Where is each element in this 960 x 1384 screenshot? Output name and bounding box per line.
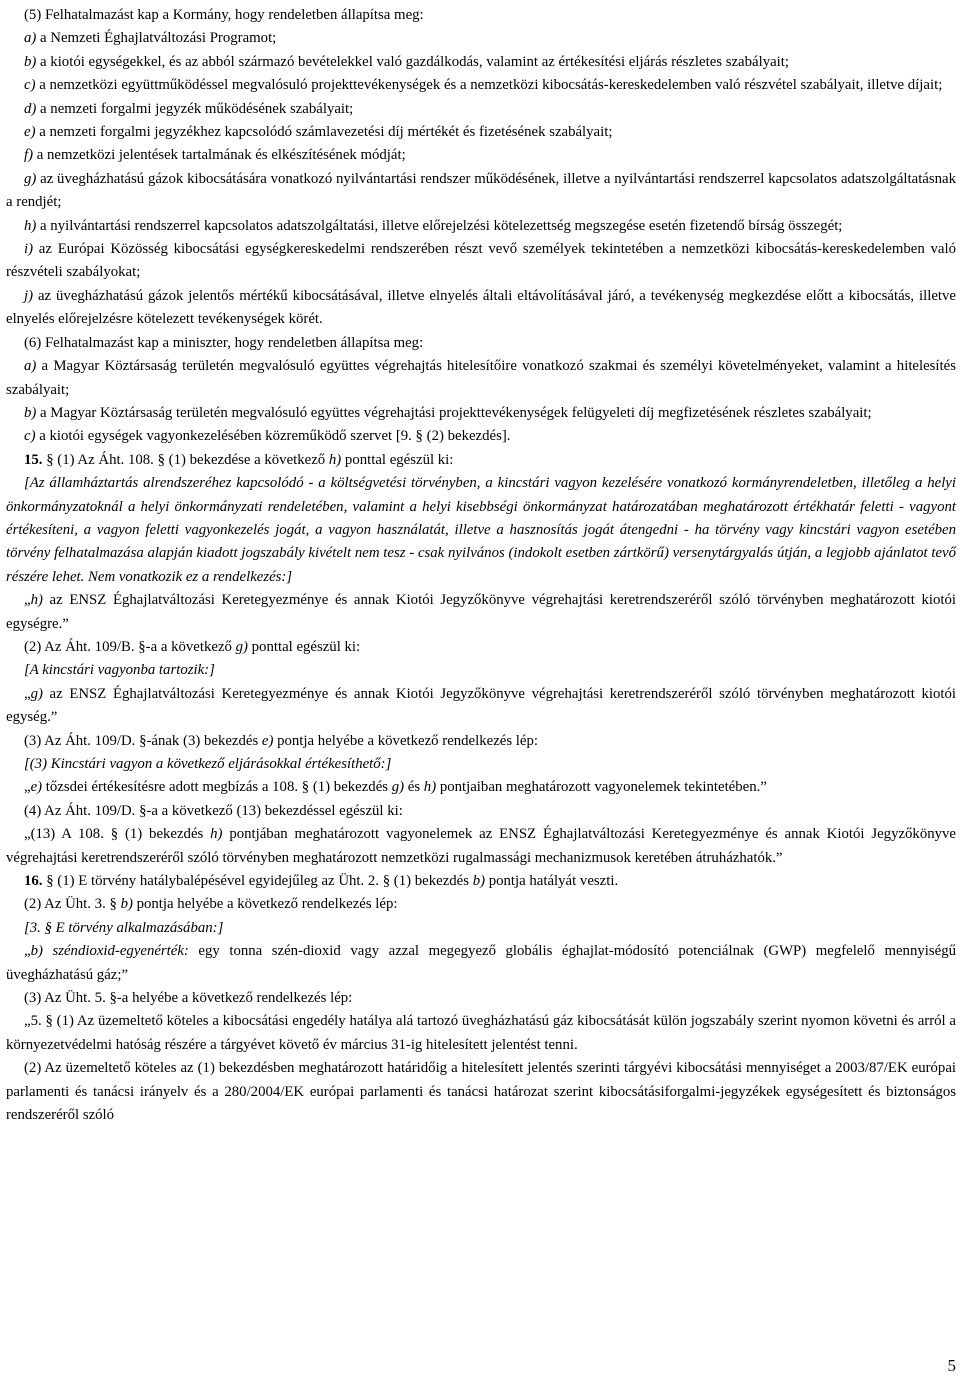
paragraph (6, 730, 956, 753)
paragraph (6, 355, 956, 402)
paragraph (6, 917, 956, 940)
text-run: az üvegházhatású gázok jelentős mértékű kibocsátásával, illetve elnyelés általi eltávolításával járó, a tevékenység megkezdése előtt a kibocsátás, illetve elnyelés előrejelzésre kötelezett tevékenységek körét. (6, 287, 956, 328)
text-run: ponttal egészül ki: (247, 638, 361, 655)
text-run: a Nemzeti Éghajlatváltozási Programot; (36, 30, 277, 47)
text-run: az üvegházhatású gázok kibocsátására vonatkozó nyilvántartási rendszer működésének, illetve a nyilvántartási rendszerrel kapcsolatos adatszolgáltatásnak a rendjét; (6, 170, 956, 211)
text-run: ponttal egészül ki: (341, 451, 454, 468)
text-run: (2) Az Üht. 3. § (24, 896, 121, 913)
section-heading-16 (6, 870, 956, 893)
document-page (6, 4, 956, 1128)
paragraph (6, 940, 956, 987)
text-run: a Magyar Köztársaság területén megvalósuló együttes végrehajtás hitelesítőire vonatkozó szakmai és személyi követelményeket, valamint a hitelesítés szabályait; (6, 358, 956, 398)
italic-run: d) (24, 100, 37, 117)
italic-run: j) (24, 287, 34, 304)
paragraph: (5) Felhatalmazást kap a Kormány, hogy rendeletben állapítsa meg: (24, 7, 424, 23)
italic-run: h) (423, 779, 437, 796)
bold-run: 16. (24, 873, 43, 890)
text-run: (3) Az Áht. 109/D. §-ának (3) bekezdés (24, 732, 262, 749)
italic-run: c) (24, 77, 36, 94)
text-run: „ (24, 685, 31, 702)
italic-run: a) (24, 358, 37, 375)
text-run: a nemzetközi jelentések tartalmának és elkészítésének módját; (33, 147, 406, 164)
italic-run: i) (24, 241, 34, 258)
paragraph (6, 74, 956, 97)
text-run: tőzsdei értékesítésre adott megbízás a 108. § (1) bekezdés (42, 779, 392, 796)
text-run: és (404, 779, 424, 796)
paragraph (6, 636, 956, 659)
italic-run: e) (24, 124, 36, 141)
text-run: a kiotói egységekkel, és az abból származó bevételekkel való gazdálkodás, valamint az értékesítési eljárás részletes szabályait; (36, 53, 789, 70)
italic-run: c) (24, 428, 36, 445)
paragraph (6, 285, 956, 332)
text-run: (2) Az Áht. 109/B. §-a a következő (24, 638, 236, 655)
paragraph (6, 144, 956, 167)
text-run: a kiotói egységek vagyonkezelésében közreműködő szervet [9. § (2) bekezdés]. (35, 428, 511, 445)
paragraph (6, 238, 956, 285)
paragraph (6, 402, 956, 425)
text-run: „(13) A 108. § (1) bekezdés (24, 826, 211, 843)
italic-run: [A kincstári vagyonba tartozik:] (24, 662, 215, 679)
paragraph (6, 776, 956, 799)
paragraph (6, 425, 956, 448)
paragraph (6, 472, 956, 589)
text-run: a nemzetközi együttműködéssel megvalósuló projekttevékenységek és a nemzetközi kibocsátás-kereskedelemben való részvétel szabályait, illetve díjait; (35, 77, 943, 94)
paragraph (6, 98, 956, 121)
paragraph: (2) Az üzemeltető köteles az (1) bekezdésben meghatározott határidőig a hitelesített jelentés szerinti tárgyévi kibocsátási mennyiséget a 2003/87/EK európai parlamenti és tanácsi irányelv és a 280/2004/EK európai parlamenti és tanácsi határozat szerint kibocsátásiforgalmi-jegyzékek egységesített és biztonságos rendszeréről szóló (6, 1060, 956, 1124)
bold-run: 15. (24, 451, 43, 468)
text-run: a nemzeti forgalmi jegyzék működésének szabályait; (36, 100, 354, 117)
paragraph (6, 27, 956, 50)
text-run: pontja hatályát veszti. (485, 873, 619, 890)
paragraph (6, 121, 956, 144)
italic-run: h) (328, 451, 342, 468)
paragraph (6, 215, 956, 238)
italic-run: b) (24, 404, 37, 421)
paragraph (6, 51, 956, 74)
paragraph (6, 823, 956, 870)
page-number: 5 (947, 1356, 956, 1375)
text-run: „ (24, 592, 31, 609)
italic-run: g) (30, 685, 43, 702)
italic-run: [3. § E törvény alkalmazásában:] (24, 919, 224, 936)
italic-run: a) (24, 30, 37, 47)
paragraph (6, 683, 956, 730)
text-run: pontja helyébe a következő rendelkezés lép: (132, 896, 398, 913)
text-run: a nemzeti forgalmi jegyzékhez kapcsolódó számlavezetési díj mértékét és fizetésének szabályait; (35, 124, 613, 141)
text-run: az ENSZ Éghajlatváltozási Keretegyezménye és annak Kiotói Jegyzőkönyve végrehajtási keretrendszeréről szóló törvényben meghatározott kiotói egység.” (6, 685, 956, 726)
italic-run: e) (261, 732, 274, 749)
text-run: „ (24, 779, 31, 796)
paragraph (6, 589, 956, 636)
paragraph (6, 659, 956, 682)
italic-run: e) (30, 779, 43, 796)
text-run: § (1) E törvény hatálybalépésével egyidejűleg az Üht. 2. § (1) bekezdés (42, 873, 473, 890)
italic-run: g) (235, 638, 248, 655)
paragraph: (3) Az Üht. 5. §-a helyébe a következő rendelkezés lép: (24, 990, 353, 1007)
italic-run: g) (24, 170, 37, 187)
paragraph: (4) Az Áht. 109/D. §-a a következő (13) bekezdéssel egészül ki: (24, 802, 403, 819)
text-run: „ (24, 943, 31, 960)
paragraph (6, 893, 956, 916)
text-run: § (1) Az Áht. 108. § (1) bekezdése a következő (42, 451, 329, 468)
paragraph (6, 753, 956, 776)
text-run: pontja helyébe a következő rendelkezés lép: (273, 732, 538, 749)
italic-run: h) (30, 592, 43, 609)
italic-run: g) (391, 779, 405, 796)
text-run: a Magyar Köztársaság területén megvalósuló együttes végrehajtási projekttevékenységek felügyeleti díj megfizetésének részletes szabályait; (36, 404, 872, 421)
italic-run: b) (120, 896, 133, 913)
section-heading-15 (6, 449, 956, 472)
italic-run: b) (472, 873, 486, 890)
italic-run: [(3) Kincstári vagyon a következő eljárásokkal értékesíthető:] (24, 756, 392, 772)
italic-run: f) (24, 147, 34, 164)
italic-run: b) széndioxid-egyenérték: (30, 943, 189, 960)
paragraph: (6) Felhatalmazást kap a miniszter, hogy rendeletben állapítsa meg: (24, 334, 424, 351)
text-run: egy tonna szén-dioxid vagy azzal megegyező globális éghajlat-módosító potenciálnak (GWP) megfelelő mennyiségű üvegházhatású gáz;” (6, 943, 956, 983)
text-run: az ENSZ Éghajlatváltozási Keretegyezménye és annak Kiotói Jegyzőkönyve végrehajtási keretrendszeréről szóló törvényben meghatározott kiotói egységre.” (6, 592, 956, 632)
text-run: pontjában meghatározott vagyonelemek az ENSZ Éghajlatváltozási Keretegyezménye és annak Kiotói Jegyzőkönyve végrehajtási keretrendszeréről szóló törvényben meghatározott nemzetközi rugalmassági mechanizmusok keretében átruházhatók.” (6, 826, 956, 866)
paragraph (6, 168, 956, 215)
text-run: az Európai Közösség kibocsátási egységkereskedelmi rendszerében részt vevő személyek tekintetében a nemzetközi kibocsátás-kereskedelemben való részvételi szabályokat; (6, 241, 956, 281)
italic-run: [Az államháztartás alrendszeréhez kapcsolódó - a költségvetési törvényben, a kincstári vagyon kezelésére vonatkozó kormányrendeletben, illetőleg a helyi önkormányzatoknál a helyi önkormányzati rendeletében, valamint a helyi kisebbségi önkormányzat határozatában meghatározott értékhatár feletti - vagyont értékesíteni, a vagyon feletti vagyonkezelés jogát, a vagyon használatát, illetve a hasznosítás jogát átengedni - ha törvény vagy kincstári vagyon esetében törvény felhatalmazása alapján kiadott jogszabály kivételt nem tesz - csak nyilvános (indokolt esetben zártkörű) versenytárgyalás útján, a legjobb ajánlatot tevő részére lehet. Nem vonatkozik ez a rendelkezés:] (6, 475, 956, 585)
paragraph: „5. § (1) Az üzemeltető köteles a kibocsátási engedély hatálya alá tartozó üvegházhatású gáz kibocsátását külön jogszabály szerint nyomon követni és arról a környezetvédelmi hatóság részére a tárgyévet követő év március 31-ig hitelesített jelentést tenni. (6, 1013, 956, 1053)
text-run: pontjaiban meghatározott vagyonelemek tekintetében.” (436, 779, 767, 796)
italic-run: b) (24, 53, 37, 70)
italic-run: h) (210, 826, 223, 843)
text-run: a nyilvántartási rendszerrel kapcsolatos adatszolgáltatási, illetve előrejelzési kötelezettség megszegése esetén fizetendő bírság összegét; (36, 217, 843, 234)
italic-run: h) (24, 217, 37, 234)
